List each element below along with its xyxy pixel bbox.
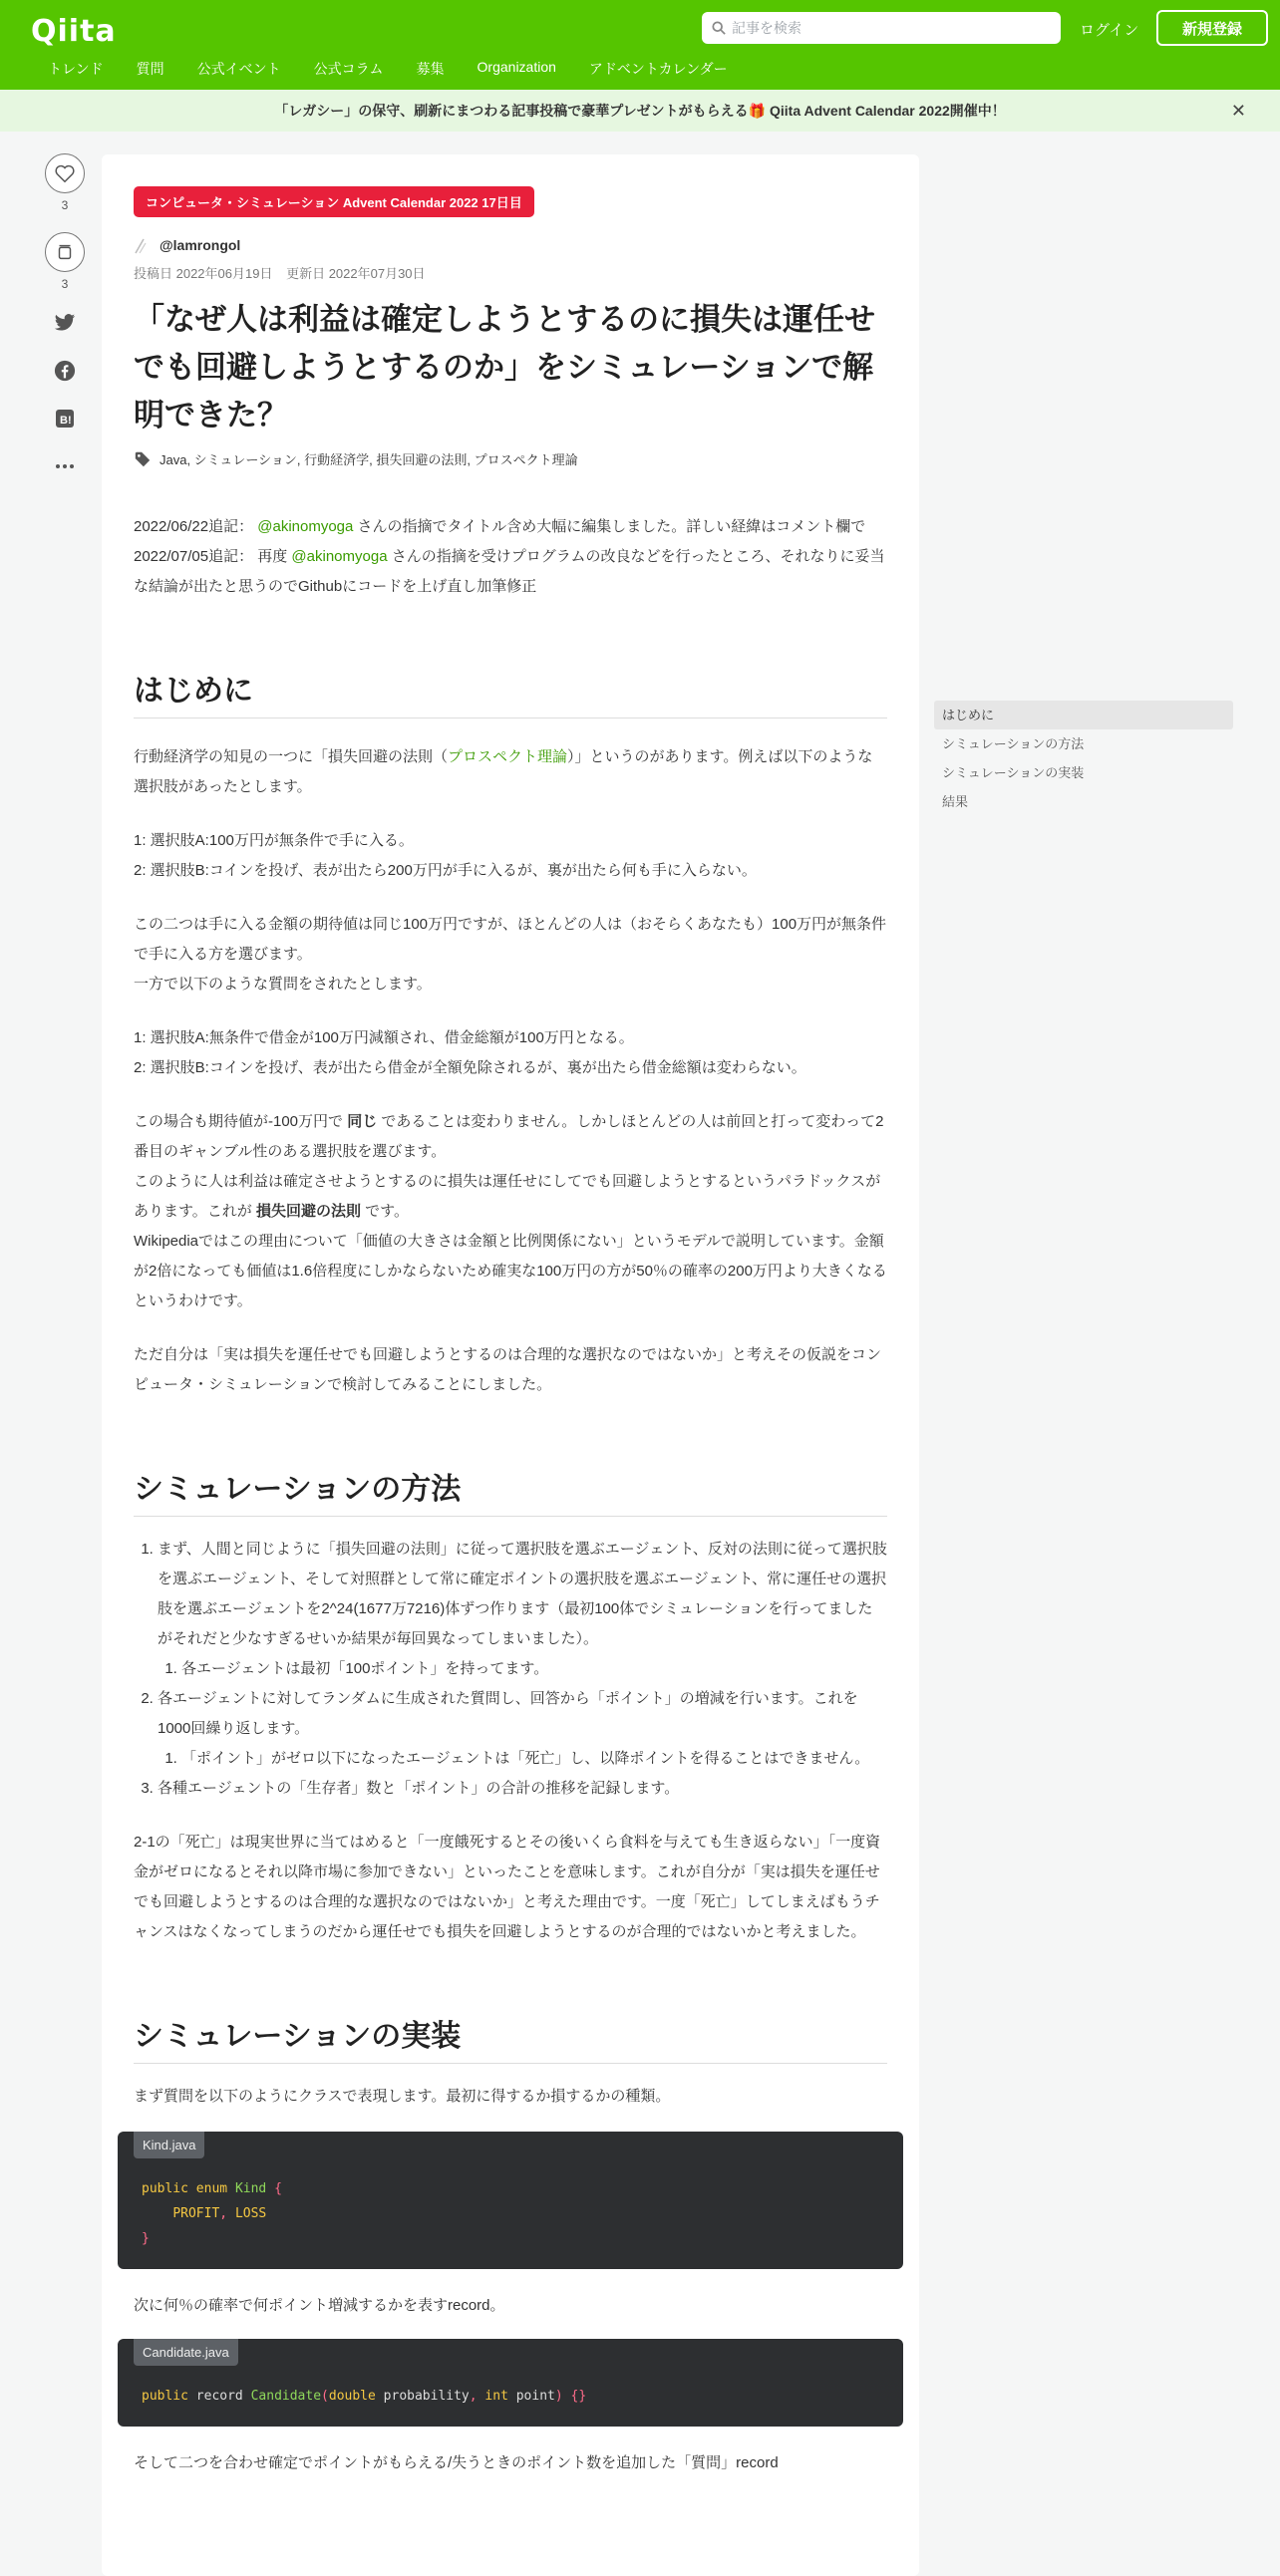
facebook-icon[interactable] (53, 359, 77, 383)
mention-link[interactable]: @akinomyoga (257, 518, 354, 535)
intro-paragraph: 行動経済学の知見の一つに「損失回避の法則（プロスペクト理論）」というのがあります。例えば以下のような選択肢があったとします。 (134, 748, 873, 795)
updated-date: 更新日 2022年07月30日 (286, 266, 426, 281)
tag-icon (134, 450, 152, 468)
login-link[interactable]: ログイン (1080, 22, 1139, 39)
impl-paragraph-1: まず質問を以下のようにクラスで表現します。最初に得するか損するかの種類。 (134, 2088, 671, 2105)
advent-calendar-badge[interactable]: コンピュータ・シミュレーション Advent Calendar 2022 17日目 (134, 186, 534, 217)
qiita-logo[interactable]: Qiita (31, 14, 117, 49)
more-icon[interactable] (53, 454, 77, 478)
impl-paragraph-3: そして二つを合わせ確定でポイントがもらえる/失うときのポイント数を追加した「質問」record (134, 2454, 779, 2471)
stock-count: 3 (61, 277, 69, 291)
choice-list-2: 1: 選択肢A:無条件で借金が100万円減額され、借金総額が100万円となる。 2: 選択肢B:コインを投げ、表が出たら借金が全額免除されるが、裏が出たら借金総額は変わらない。 (134, 1029, 806, 1076)
nav-official-events[interactable]: 公式イベント (196, 61, 281, 77)
stock-button[interactable] (45, 232, 85, 272)
announcement-banner (0, 90, 1280, 132)
section-heading-method: シミュレーションの方法 (134, 1464, 887, 1517)
code-block-candidate[interactable] (118, 2339, 903, 2427)
table-of-contents (934, 701, 1233, 816)
choice-list-1: 1: 選択肢A:100万円が無条件で手に入る。 2: 選択肢B:コインを投げ、表が出たら200万円が手に入るが、裏が出たら何も手に入らない。 (134, 832, 757, 879)
like-button[interactable] (45, 153, 85, 193)
nav-advent-calendar[interactable]: アドベントカレンダー (588, 61, 728, 77)
update-note-2: 2022/07/05追記： 再度 @akinomyoga さんの指摘を受けプログラムの改良などを行ったところ、それなりに妥当な結論が出たと思うのでGithubにコードを上げ直し加筆修正 (134, 548, 885, 595)
toc-item-impl[interactable]: シミュレーションの実装 (942, 765, 1085, 780)
method-step-2: 2. 各エージェントに対してランダムに生成された質問し、回答から「ポイント」の増減を行います。これを1000回繰り返します。 1. 「ポイント」がゼロ以下になったエージェントは「死亡」し、以降ポイントを得ることはできません。 (158, 1684, 887, 1774)
prospect-theory-link[interactable]: プロスペクト理論 (448, 748, 568, 765)
toc-item-intro[interactable]: はじめに (934, 701, 1233, 729)
method-step-1-1: 1. 各エージェントは最初「100ポイント」を持ってます。 (181, 1654, 887, 1684)
method-list (134, 1535, 887, 1804)
article-dates (134, 263, 887, 282)
update-notes (134, 512, 887, 602)
twitter-icon[interactable] (53, 311, 77, 335)
banner-text[interactable]: 「レガシー」の保守、刷新にまつわる記事投稿で豪華プレゼントがもらえる🎁 Qiita Advent Calendar 2022開催中！ (274, 103, 1006, 119)
code-block-kind[interactable] (118, 2132, 903, 2269)
code-filename: Kind.java (134, 2132, 204, 2158)
paragraph-4: ただ自分は「実は損失を運任せでも回避しようとするのは合理的な選択なのではないか」と考えその仮説をコンピュータ・シミュレーションで検討してみることにしました。 (134, 1346, 882, 1393)
article-body (102, 154, 919, 2576)
tag-list (134, 449, 887, 468)
nav-official-columns[interactable]: 公式コラム (313, 61, 384, 77)
method-step-1: 1. まず、人間と同じように「損失回避の法則」に従って選択肢を選ぶエージェント、反対の法則に従って選択肢を選ぶエージェント、そして対照群として常に確定ポイントの選択肢を選ぶエージェント、常に運任せの選択肢を選ぶエージェントを2^24(1677万7216)体ずつ作ります（最初100体でシミュレーションを行ってましたがそれだと少なすぎるせいか結果が毎回異なってしまいました）。 1. 各エージェントは最初「100ポイント」を持ってます。 (158, 1535, 887, 1684)
global-nav (48, 59, 761, 79)
article-title: 「なぜ人は利益は確定しようとするのに損失は運任せでも回避しようとするのか」をシミュレーションで解明できた？ (134, 302, 875, 432)
like-count: 3 (61, 198, 69, 212)
nav-questions[interactable]: 質問 (136, 61, 164, 77)
author-name[interactable]: @lamrongol (160, 237, 241, 253)
toc-item-method[interactable]: シミュレーションの方法 (942, 736, 1085, 751)
section-heading-impl: シミュレーションの実装 (134, 2011, 887, 2064)
nav-organization[interactable]: Organization (477, 59, 556, 75)
tags[interactable]: Java, シミュレーション, 行動経済学, 損失回避の法則, プロスペクト理論 (160, 452, 578, 467)
method-step-3: 3. 各種エージェントの「生存者」数と「ポイント」の合計の推移を記録します。 (158, 1774, 887, 1804)
stock-icon (54, 241, 76, 263)
article-actions (44, 153, 86, 502)
author-info[interactable] (134, 235, 887, 255)
code-filename: Candidate.java (134, 2339, 238, 2366)
close-icon[interactable]: ✕ (1230, 101, 1246, 121)
avatar (134, 235, 154, 255)
heart-icon (54, 162, 76, 184)
paragraph-2: この二つは手に入る金額の期待値は同じ100万円ですが、ほとんどの人は（おそらくあなたも）100万円が無条件で手に入る方を選びます。 一方で以下のような質問をされたとします。 (134, 916, 887, 993)
toc-item-results[interactable]: 結果 (942, 794, 969, 809)
paragraph-3: この場合も期待値が-100万円で 同じ であることは変わりません。しかしほとんどの人は前回と打って変わって2番目のギャンブル性のある選択肢を選びます。 このように人は利益は確定させようとするのに損失は運任せにしてでも回避しようとするというパラドックスがあります。これが 損失回避の法則 です。 Wikipediaではこの理由について「価値の大きさは金額と比例関係にない」というモデルで説明しています。金額が2倍になっても価値は1.6倍程度にしかならないため確実な100万円の方が50％の確率の200万円より大きくなるというわけです。 (134, 1113, 887, 1309)
impl-paragraph-2: 次に何％の確率で何ポイント増減するかを表すrecord。 (134, 2297, 505, 2314)
method-step-2-1: 1. 「ポイント」がゼロ以下になったエージェントは「死亡」し、以降ポイントを得ることはできません。 (181, 1744, 887, 1774)
signup-button[interactable]: 新規登録 (1156, 10, 1268, 46)
search-input[interactable] (732, 20, 1051, 36)
update-note-1: 2022/06/22追記： @akinomyoga さんの指摘でタイトル含め大幅に編集しました。詳しい経緯はコメント欄で (134, 518, 866, 535)
code-content[interactable]: public record Candidate(double probability, int point) {} (142, 2389, 587, 2404)
svg-text:B!: B! (60, 415, 72, 427)
nav-recruit[interactable]: 募集 (416, 61, 445, 77)
hatena-icon[interactable] (53, 407, 77, 430)
nav-trend[interactable]: トレンド (48, 61, 104, 77)
section-heading-intro: はじめに (134, 666, 887, 718)
posted-date: 投稿日 2022年06月19日 (134, 266, 273, 281)
mention-link[interactable]: @akinomyoga (291, 548, 388, 565)
global-header (0, 0, 1280, 90)
paragraph-5: 2-1の「死亡」は現実世界に当てはめると「一度餓死するとその後いくら食料を与えても生き返らない」「一度資金がゼロになるとそれ以降市場に参加できない」といったことを意味します。これが自分が「実は損失を運任せでも回避しようとするのは合理的な選択なのではないか」と考えた理由です。一度「死亡」してしまえばもうチャンスはなくなってしまうのだから運任せでも損失を回避しようとするのが合理的ではないかと考えました。 (134, 1834, 881, 1940)
search-icon (712, 21, 726, 35)
code-content[interactable]: public enum Kind { PROFIT, LOSS } (142, 2181, 282, 2246)
search-box[interactable] (702, 12, 1061, 44)
